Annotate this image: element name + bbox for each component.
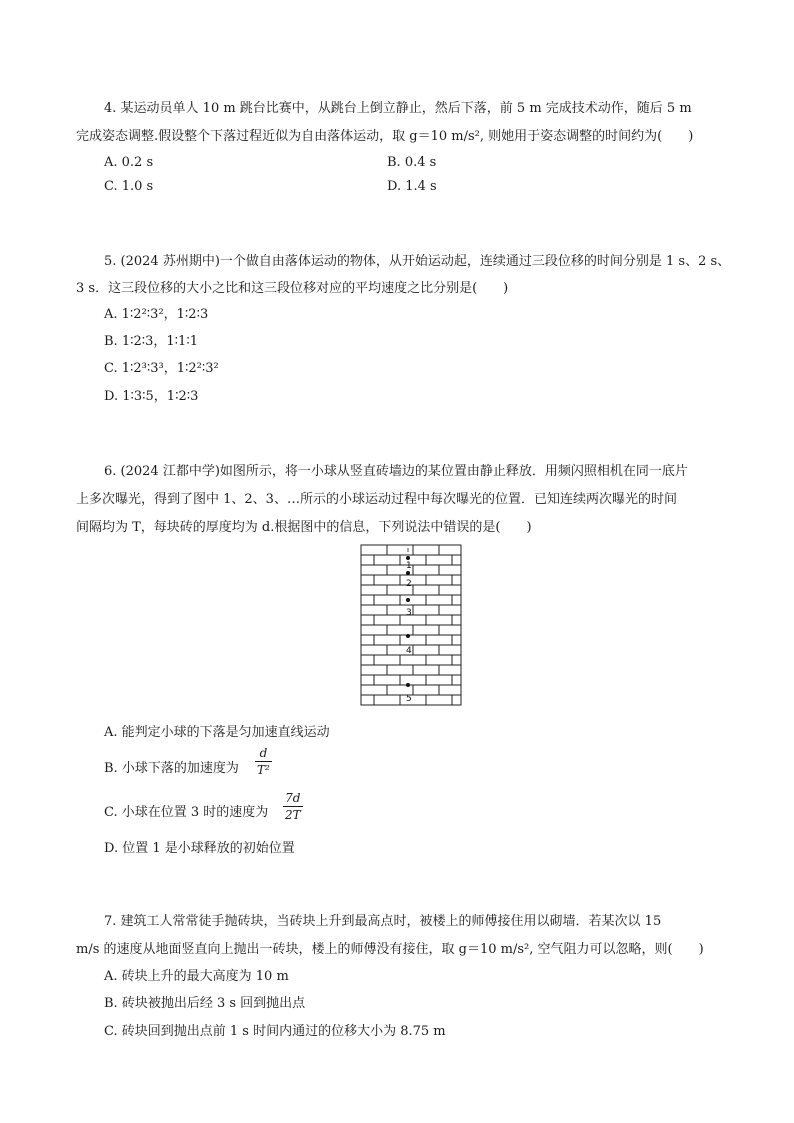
brick (426, 615, 452, 625)
q6-option-c: C. 小球在位置 3 时的速度为 (104, 805, 269, 820)
q5-option-a: A. 1∶2²∶3²，1∶2∶3 (104, 307, 209, 322)
brick (439, 685, 461, 695)
q5-option-d: D. 1∶3∶5，1∶2∶3 (104, 389, 199, 404)
q7-stem-line1: 7. 建筑工人常常徒手抛砖块，当砖块上升到最高点时，被楼上的师傅接住用以砌墙．若某次以 15 (104, 914, 662, 929)
brick (361, 555, 374, 565)
brick (426, 555, 452, 565)
brick (361, 695, 374, 705)
figure-label-2: 2 (406, 579, 412, 589)
q4-option-b: B. 0.4 s (387, 155, 437, 170)
brick (374, 655, 400, 665)
fraction-denominator: 2T (285, 808, 301, 822)
brick (413, 625, 439, 635)
brick (439, 625, 461, 635)
brick (374, 675, 400, 685)
brick (400, 675, 426, 685)
brick (413, 645, 439, 655)
brick (413, 605, 439, 615)
fraction-numerator: 7d (285, 791, 301, 805)
q6-option-d: D. 位置 1 是小球释放的初始位置 (104, 841, 295, 856)
brick (374, 635, 400, 645)
brick (361, 685, 387, 695)
fraction-numerator: d (259, 746, 268, 760)
brick (400, 555, 426, 565)
brick (439, 585, 461, 595)
brick (439, 665, 461, 675)
figure-label-4: 4 (406, 646, 412, 656)
q5-option-c: C. 1∶2³∶3³，1∶2²∶3² (104, 361, 219, 376)
brick-wall-figure (360, 544, 462, 716)
brick (387, 625, 413, 635)
ball-position-dot (406, 571, 410, 575)
brick (426, 655, 452, 665)
brick (361, 545, 387, 555)
brick (452, 575, 461, 585)
ball-position-dot (406, 598, 410, 602)
brick (374, 575, 400, 585)
brick (452, 635, 461, 645)
brick (374, 615, 400, 625)
brick (413, 565, 439, 575)
brick (452, 675, 461, 685)
brick (361, 615, 374, 625)
brick (361, 635, 374, 645)
brick (452, 595, 461, 605)
q6-option-c-fraction (283, 791, 303, 822)
brick (361, 605, 387, 615)
brick (400, 635, 426, 645)
brick (426, 675, 452, 685)
brick (387, 545, 413, 555)
q4-stem-line1: 4. 某运动员单人 10 m 跳台比赛中，从跳台上倒立静止，然后下落，前 5 m 完成技术动作，随后 5 m (104, 101, 692, 116)
q6-stem-line2: 上多次曝光，得到了图中 1、2、3、…所示的小球运动过程中每次曝光的位置．已知连续两次曝光的时间 (76, 492, 677, 507)
brick (361, 625, 387, 635)
figure-label-1: 1 (406, 561, 412, 571)
ball-position-dot (406, 556, 410, 560)
brick (439, 605, 461, 615)
brick (413, 685, 439, 695)
brick (400, 575, 426, 585)
ball-position-dot (406, 634, 410, 638)
q7-option-a: A. 砖块上升的最大高度为 10 m (104, 969, 289, 984)
q5-stem-line1: 5. (2024 苏州期中)一个做自由落体运动的物体，从开始运动起，连续通过三段位移的时间分别是 1 s、2 s、 (104, 254, 731, 269)
brick (361, 665, 387, 675)
brick (452, 695, 461, 705)
figure-label-3: 3 (406, 608, 412, 618)
brick (400, 655, 426, 665)
brick (400, 695, 426, 705)
brick (361, 645, 387, 655)
q4-option-a: A. 0.2 s (104, 155, 154, 170)
fraction-denominator: T² (257, 763, 270, 777)
brick (439, 545, 461, 555)
brick (374, 595, 400, 605)
brick (426, 595, 452, 605)
q6-stem-line3: 间隔均为 T，每块砖的厚度均为 d.根据图中的信息，下列说法中错误的是( ) (76, 520, 532, 535)
brick (452, 555, 461, 565)
q4-option-c: C. 1.0 s (104, 179, 154, 194)
q7-option-c: C. 砖块回到抛出点前 1 s 时间内通过的位移大小为 8.75 m (104, 1024, 446, 1039)
brick (387, 665, 413, 675)
brick (426, 695, 452, 705)
brick (361, 565, 387, 575)
brick (361, 595, 374, 605)
q4-option-d: D. 1.4 s (387, 179, 437, 194)
brick (452, 615, 461, 625)
q5-option-b: B. 1∶2∶3，1∶1∶1 (104, 334, 198, 349)
brick (361, 655, 374, 665)
brick (426, 575, 452, 585)
brick (413, 585, 439, 595)
brick (452, 655, 461, 665)
q4-stem-line2: 完成姿态调整.假设整个下落过程近似为自由落体运动，取 g＝10 m/s², 则她用于姿态调整的时间约为( ) (76, 129, 694, 144)
ball-position-dot (406, 683, 410, 687)
q6-stem-line1: 6. (2024 江都中学)如图所示，将一小球从竖直砖墙边的某位置由静止释放．用频闪照相机在同一底片 (104, 464, 688, 479)
brick (439, 645, 461, 655)
q7-stem-line2: m/s 的速度从地面竖直向上抛出一砖块，楼上的师傅没有接住，取 g＝10 m/s², 空气阻力可以忽略，则( ) (76, 942, 704, 957)
brick (374, 555, 400, 565)
q6-option-b: B. 小球下落的加速度为 (104, 761, 239, 776)
brick (400, 615, 426, 625)
figure-label-5: 5 (406, 694, 412, 704)
brick (361, 585, 387, 595)
brick (413, 545, 439, 555)
brick (361, 575, 374, 585)
brick (439, 565, 461, 575)
q5-stem-line2: 3 s．这三段位移的大小之比和这三段位移对应的平均速度之比分别是( ) (76, 281, 509, 296)
q7-option-b: B. 砖块被抛出后经 3 s 回到抛出点 (104, 996, 306, 1011)
q6-option-b-fraction (255, 746, 272, 777)
q6-option-a: A. 能判定小球的下落是匀加速直线运动 (104, 725, 330, 740)
brick (361, 675, 374, 685)
brick (413, 665, 439, 675)
brick (374, 695, 400, 705)
brick (400, 595, 426, 605)
brick (426, 635, 452, 645)
